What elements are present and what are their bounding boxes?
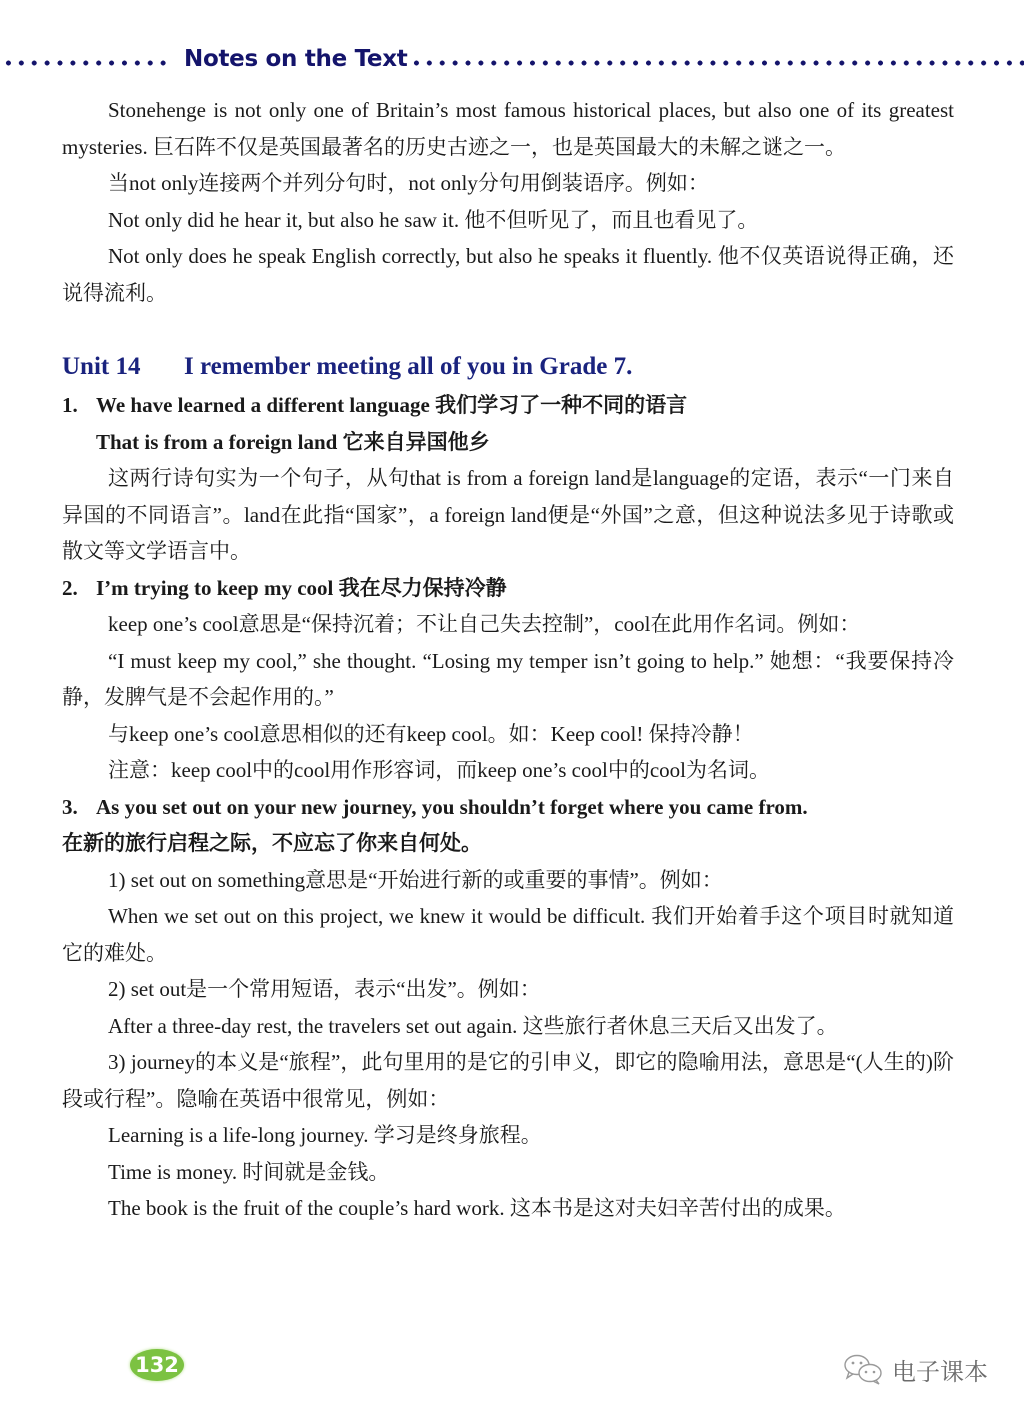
example-sentence: “I must keep my cool,” she thought. “Losing my temper isn’t going to help.” 她想：“我要保持冷静，发脾气是不会起作用的。” bbox=[62, 648, 954, 709]
note-explanation: 这两行诗句实为一个句子，从句that is from a foreign land是language的定语，表示“一门来自异国的不同语言”。land在此指“国家”，a foreign land便是“外国”之意，但这种说法多见于诗歌或散文等文学语言中。 bbox=[62, 466, 954, 563]
intro-paragraph: 当not only连接两个并列分句时，not only分句用倒装语序。例如： bbox=[108, 171, 709, 195]
unit-number: Unit 14 bbox=[62, 353, 141, 380]
note-explanation: 1) set out on something意思是“开始进行新的或重要的事情”。例如： bbox=[108, 867, 723, 892]
note-number: 3. bbox=[62, 794, 78, 819]
note-title-translation: 在新的旅行启程之际，不应忘了你来自何处。 bbox=[62, 831, 482, 855]
note-title bbox=[62, 387, 954, 424]
note-title bbox=[62, 789, 954, 826]
watermark bbox=[842, 1352, 988, 1386]
section-title: Notes on the Text bbox=[184, 46, 408, 72]
example-sentence: The book is the fruit of the couple’s hard work. 这本书是这对夫妇辛苦付出的成果。 bbox=[108, 1196, 846, 1220]
note-explanation: keep one’s cool意思是“保持沉着；不让自己失去控制”，cool在此用作名词。例如： bbox=[108, 612, 861, 636]
note-explanation: 2) set out是一个常用短语，表示“出发”。例如： bbox=[108, 977, 541, 1001]
example-sentence: Not only does he speak English correctly, but also he speaks it fluently. 他不仅英语说得正确，还说得流利。 bbox=[62, 244, 954, 305]
note-title-text: As you set out on your new journey, you shouldn’t forget where you came from. bbox=[96, 794, 808, 819]
page-content bbox=[62, 92, 954, 1227]
page-number-badge: 132 bbox=[130, 1349, 184, 1381]
note-title-text: We have learned a different language 我们学习了一种不同的语言 bbox=[96, 393, 688, 417]
note-number: 1. bbox=[62, 393, 78, 417]
dotted-rule-left bbox=[2, 60, 172, 66]
intro-paragraph: Stonehenge is not only one of Britain’s most famous historical places, but also one of its greatest mysteries. 巨石阵不仅是英国最著名的历史古迹之一，也是英国最大的未解之谜之一。 bbox=[62, 98, 954, 159]
watermark-text: 电子课本 bbox=[892, 1357, 988, 1386]
example-sentence: Time is money. 时间就是金钱。 bbox=[108, 1159, 390, 1184]
unit-heading bbox=[62, 347, 954, 387]
note-explanation: 注意：keep cool中的cool用作形容词，而keep one’s cool中的cool为名词。 bbox=[108, 758, 770, 782]
note-number: 2. bbox=[62, 575, 78, 600]
unit-title: I remember meeting all of you in Grade 7. bbox=[184, 353, 633, 380]
example-sentence: When we set out on this project, we knew it would be difficult. 我们开始着手这个项目时就知道它的难处。 bbox=[62, 904, 954, 965]
note-subtitle: That is from a foreign land 它来自异国他乡 bbox=[96, 429, 490, 454]
note-explanation: 与keep one’s cool意思相似的还有keep cool。如：Keep cool! 保持冷静！ bbox=[108, 721, 754, 746]
dotted-rule-right bbox=[410, 60, 1024, 66]
spacer bbox=[62, 311, 954, 347]
example-sentence: After a three-day rest, the travelers set out again. 这些旅行者休息三天后又出发了。 bbox=[108, 1013, 838, 1038]
example-sentence: Learning is a life-long journey. 学习是终身旅程。 bbox=[108, 1123, 542, 1147]
example-sentence: Not only did he hear it, but also he saw it. 他不但听见了，而且也看见了。 bbox=[108, 207, 759, 232]
note-title bbox=[62, 570, 954, 607]
section-header bbox=[0, 44, 1024, 80]
note-title-text: I’m trying to keep my cool 我在尽力保持冷静 bbox=[96, 575, 507, 600]
wechat-icon bbox=[842, 1353, 884, 1385]
note-explanation: 3) journey的本义是“旅程”，此句里用的是它的引申义，即它的隐喻用法，意思是“(人生的)阶段或行程”。隐喻在英语中很常见，例如： bbox=[62, 1050, 954, 1111]
